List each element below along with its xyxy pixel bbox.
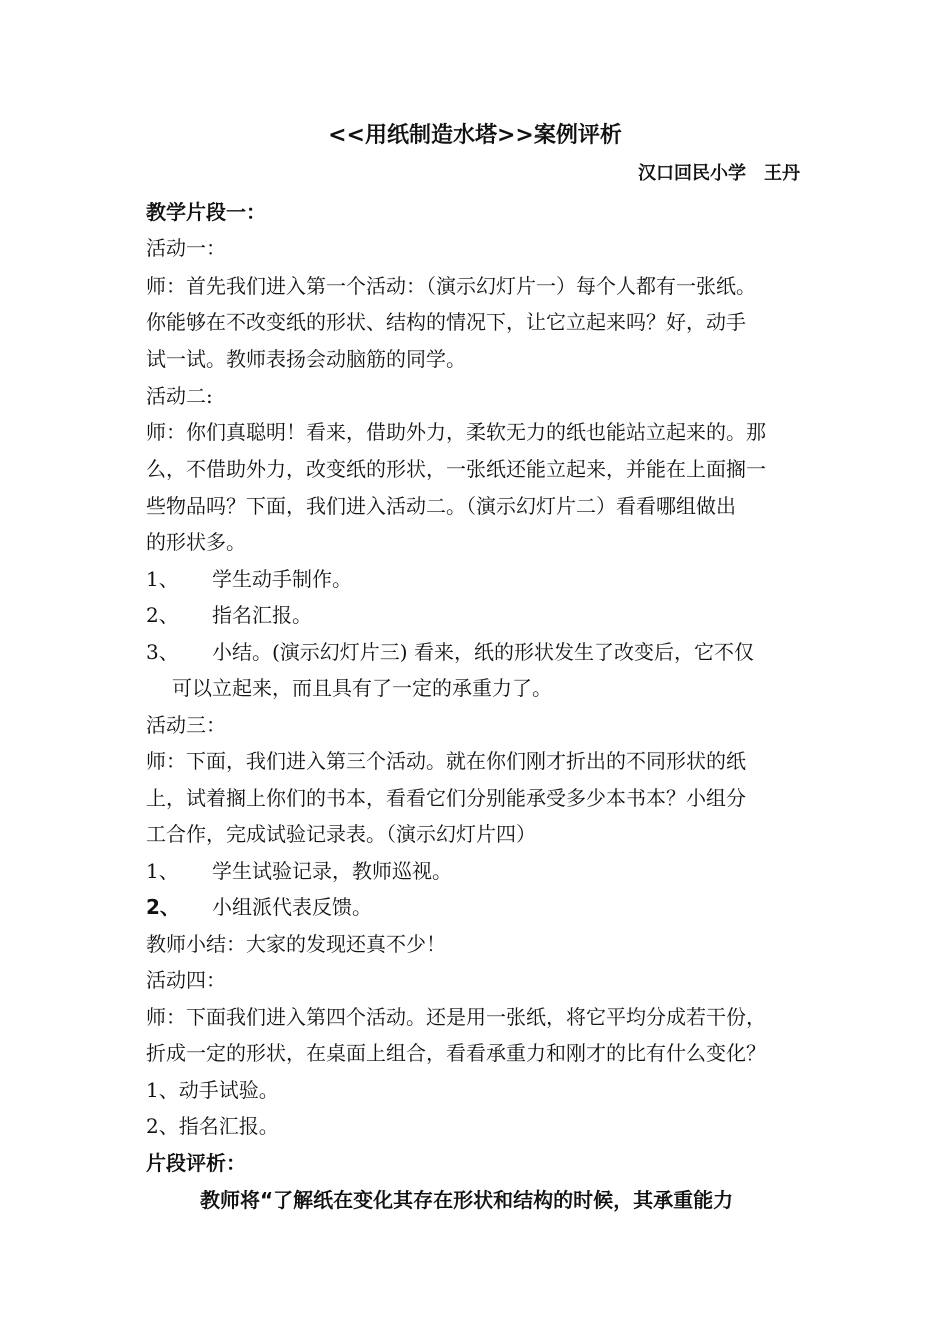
activity3-label: 活动三：	[146, 713, 226, 737]
list-item-text: 小结。(演示幻灯片三) 看来，纸的形状发生了改变后，它不仅	[212, 640, 754, 664]
teacher-summary: 教师小结：大家的发现还真不少！	[146, 932, 446, 956]
list-item-number: 2、	[146, 895, 180, 919]
list-item-continuation: 可以立起来，而且具有了一定的承重力了。	[172, 676, 552, 700]
list-item-text: 学生动手制作。	[212, 567, 352, 591]
list-item	[146, 563, 804, 595]
list-item-text: 学生试验记录，教师巡视。	[212, 859, 452, 883]
activity1-text-line: 你能够在不改变纸的形状、结构的情况下，让它立起来吗？好，动手	[146, 310, 746, 334]
activity2-text-line: 么，不借助外力，改变纸的形状，一张纸还能立起来，并能在上面搁一	[146, 457, 766, 481]
activity4-text-line: 折成一定的形状，在桌面上组合，看看承重力和刚才的比有什么变化？	[146, 1041, 766, 1065]
list-item-text: 指名汇报。	[212, 603, 312, 627]
activity2-label: 活动二:	[146, 384, 213, 408]
activity1-text-line: 师：首先我们进入第一个活动：（演示幻灯片一）每个人都有一张纸。	[146, 274, 756, 298]
activity3-text-line: 师：下面，我们进入第三个活动。就在你们刚才折出的不同形状的纸	[146, 749, 746, 773]
list-item: 2、指名汇报。	[146, 1114, 279, 1138]
list-item-number: 1、	[146, 567, 179, 591]
list-item	[146, 855, 804, 887]
author-line: 汉口回民小学 王丹	[638, 163, 800, 184]
activity2-text-line: 些物品吗？下面，我们进入活动二。（演示幻灯片二）看看哪组做出	[146, 494, 736, 518]
list-item	[146, 891, 804, 923]
analysis-heading: 片段评析：	[146, 1151, 246, 1175]
activity1-label: 活动一：	[146, 236, 226, 260]
activity3-text-line: 工合作，完成试验记录表。（演示幻灯片四）	[146, 822, 536, 846]
segment-heading: 教学片段一：	[146, 200, 266, 224]
document-title: <<用纸制造水塔>>案例评析	[328, 123, 622, 148]
analysis-text-line: 教师将“了解纸在变化其存在形状和结构的时候，其承重能力	[200, 1188, 734, 1212]
list-item-number: 1、	[146, 859, 179, 883]
activity4-text-line: 师：下面我们进入第四个活动。还是用一张纸，将它平均分成若干份，	[146, 1005, 766, 1029]
activity1-text-line: 试一试。教师表扬会动脑筋的同学。	[146, 347, 466, 371]
activity2-text-line: 的形状多。	[146, 530, 246, 554]
list-item: 1、动手试验。	[146, 1078, 279, 1102]
list-item	[146, 599, 804, 631]
list-item-number: 3、	[146, 640, 179, 664]
list-item-text: 小组派代表反馈。	[212, 895, 372, 919]
activity4-label: 活动四：	[146, 968, 226, 992]
list-item	[146, 636, 804, 668]
activity3-text-line: 上，试着搁上你们的书本，看看它们分别能承受多少本书本？小组分	[146, 786, 746, 810]
list-item-number: 2、	[146, 603, 179, 627]
activity2-text-line: 师：你们真聪明！看来，借助外力，柔软无力的纸也能站立起来的。那	[146, 420, 766, 444]
